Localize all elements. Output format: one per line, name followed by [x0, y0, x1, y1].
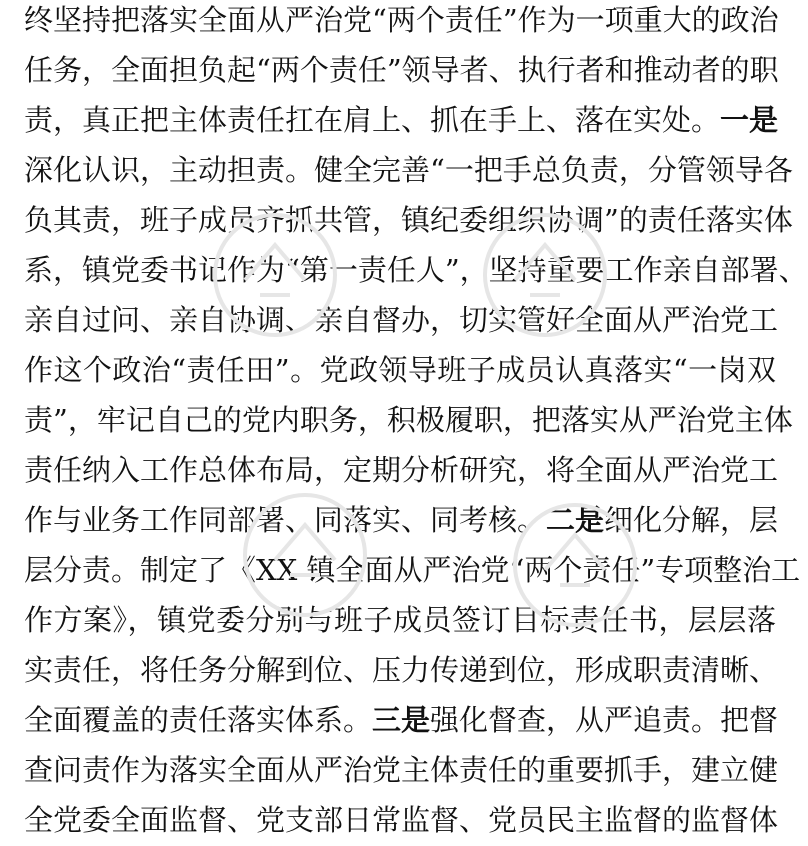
- text-line: [24, 294, 779, 346]
- text-line: [24, 444, 779, 496]
- text-segment: 任务，全面担负起“两个责任”领导者、执行者和推动者的职: [24, 53, 779, 87]
- text-line: [24, 0, 779, 46]
- text-line: [24, 144, 793, 196]
- text-segment: 亲自过问、亲自协调、亲自督办，切实管好全面从严治党工: [24, 303, 779, 337]
- text-line: [24, 394, 793, 446]
- text-line: [24, 194, 793, 246]
- text-line: [24, 644, 779, 696]
- text-line: [24, 494, 779, 546]
- text-segment: 实责任，将任务分解到位、压力传递到位，形成职责清晰、: [24, 653, 779, 687]
- text-segment: 作这个政治“责任田”。党政领导班子成员认真落实“一岗双: [24, 353, 776, 387]
- bold-text-segment: 二是: [546, 503, 605, 537]
- bold-text-segment: 一是: [720, 103, 779, 137]
- text-segment: 全面覆盖的责任落实体系。: [24, 703, 373, 737]
- text-segment: 细化分解，层: [604, 503, 779, 537]
- text-segment: 强化督查，从严追责。把督: [430, 703, 779, 737]
- text-segment: 作与业务工作同部署、同落实、同考核。: [24, 503, 547, 537]
- text-line: [24, 94, 779, 146]
- text-line: [24, 244, 808, 296]
- text-line: [24, 794, 779, 846]
- text-segment: 责，真正把主体责任扛在肩上、抓在手上、落在实处。: [24, 103, 721, 137]
- text-segment: 层分责。制定了《XX 镇全面从严治党“两个责任”专项整治工: [24, 553, 801, 587]
- text-segment: 系，镇党委书记作为“第一责任人”，坚持重要工作亲自部署、: [24, 253, 808, 287]
- text-segment: 终坚持把落实全面从严治党“两个责任”作为一项重大的政治: [24, 3, 779, 37]
- text-segment: 作方案》，镇党委分别与班子成员签订目标责任书，层层落: [24, 603, 776, 637]
- bold-text-segment: 三是: [372, 703, 431, 737]
- text-segment: 全党委全面监督、党支部日常监督、党员民主监督的监督体: [24, 803, 779, 837]
- text-line: [24, 44, 779, 96]
- text-segment: 负其责，班子成员齐抓共管，镇纪委组织协调”的责任落实体: [24, 203, 793, 237]
- text-segment: 责”，牢记自己的党内职务，积极履职，把落实从严治党主体: [24, 403, 793, 437]
- text-line: [24, 594, 776, 646]
- text-segment: 责任纳入工作总体布局，定期分析研究，将全面从严治党工: [24, 453, 779, 487]
- text-line: [24, 544, 801, 596]
- text-line: [24, 744, 779, 796]
- text-line: [24, 694, 779, 746]
- text-segment: 查问责作为落实全面从严治党主体责任的重要抓手，建立健: [24, 753, 779, 787]
- text-line: [24, 344, 776, 396]
- text-segment: 深化认识，主动担责。健全完善“一把手总负责，分管领导各: [24, 153, 793, 187]
